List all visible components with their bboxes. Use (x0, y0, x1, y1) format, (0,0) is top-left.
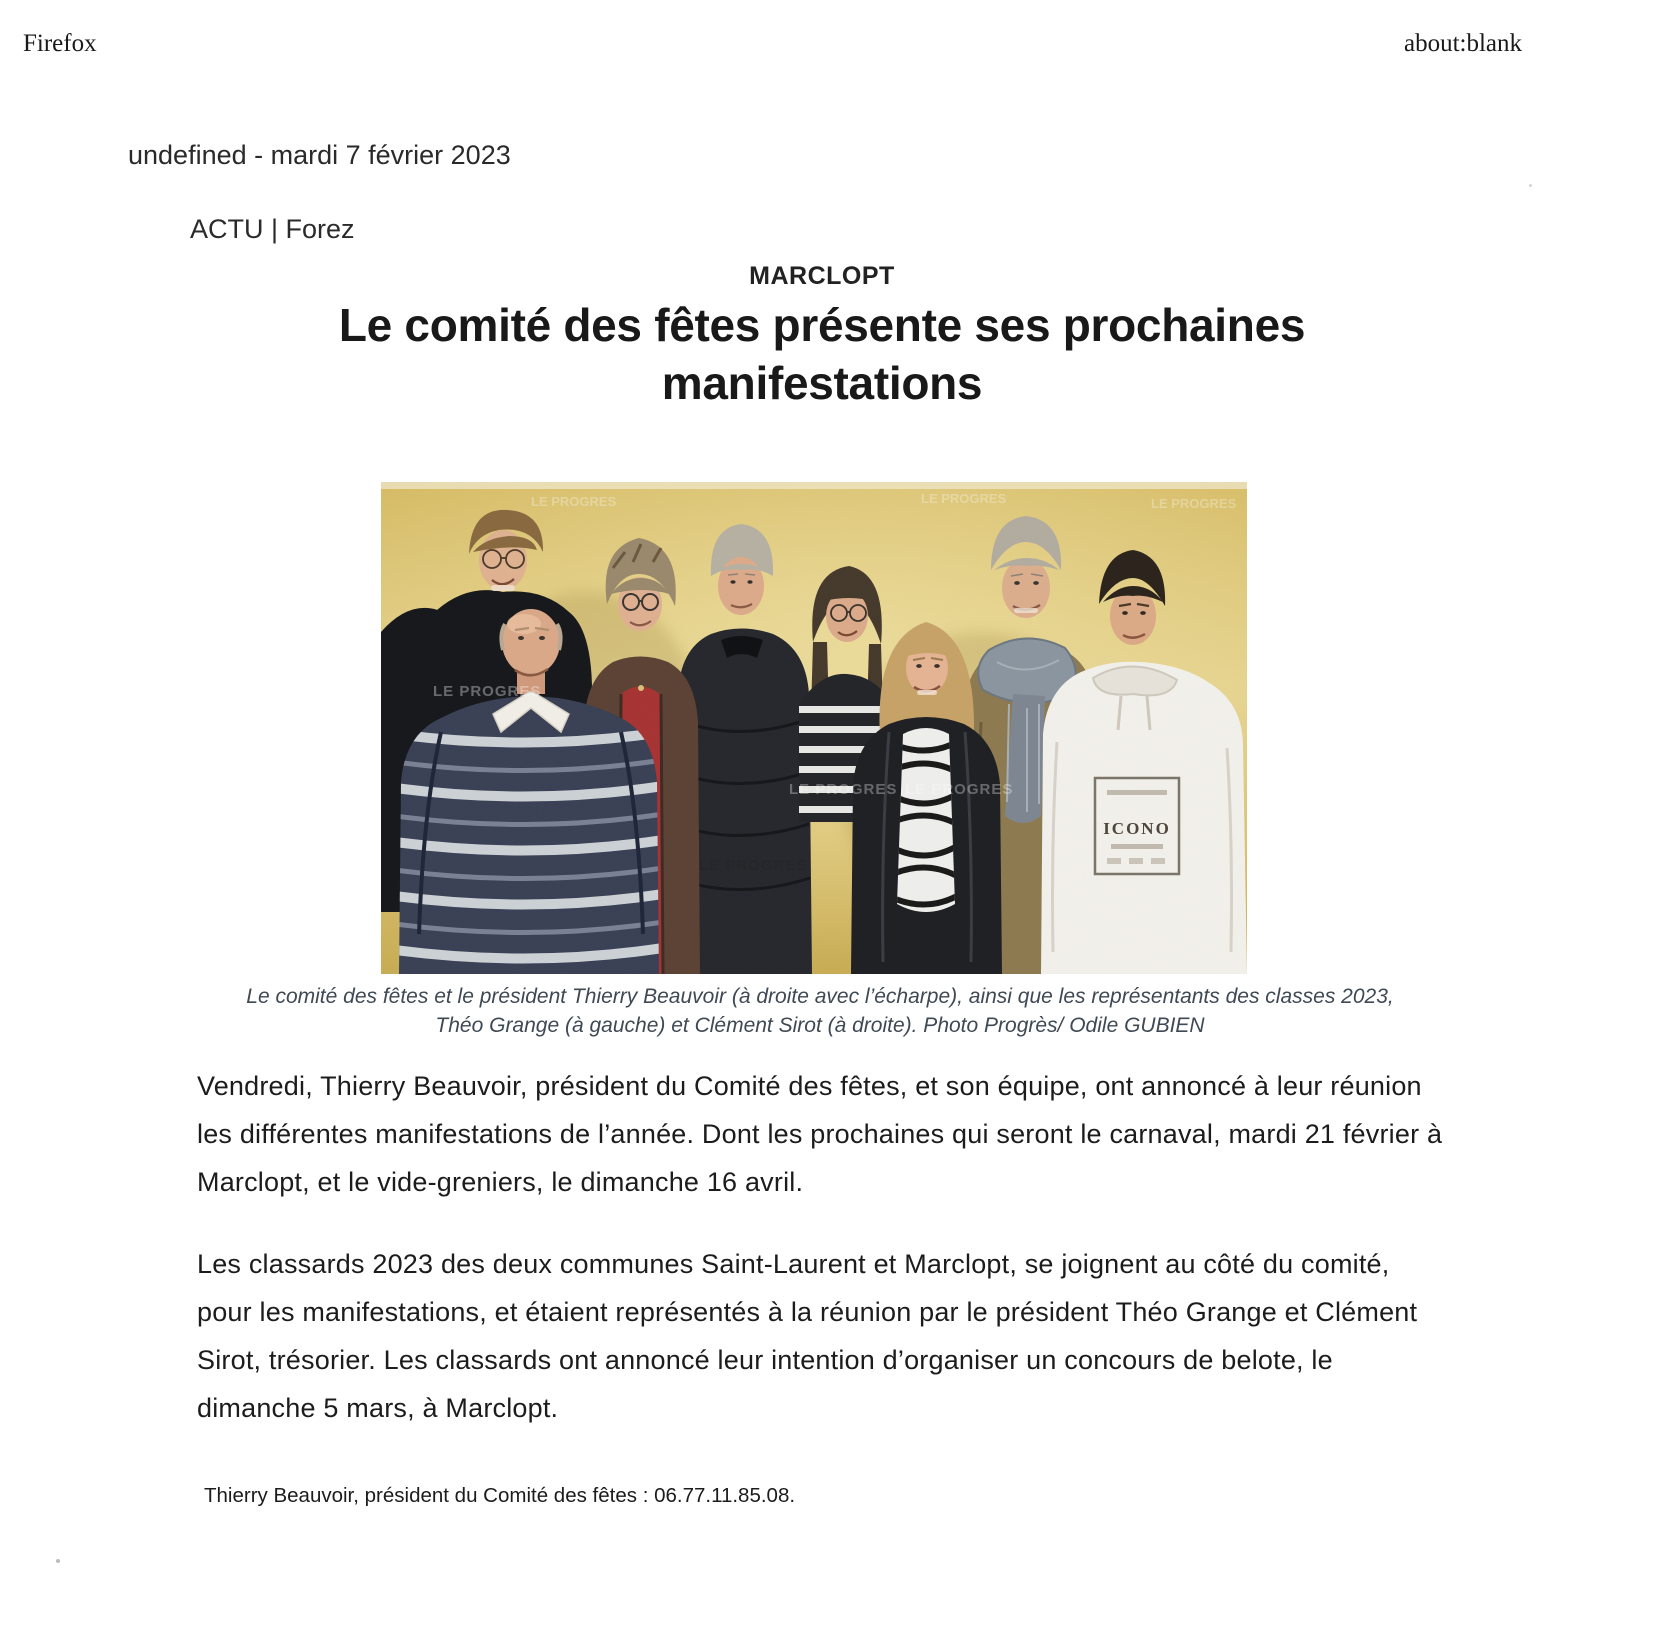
article-body (197, 1062, 1447, 1466)
article-dateline: undefined - mardi 7 février 2023 (128, 140, 511, 170)
scan-speck (56, 1559, 60, 1563)
photo-caption-line-1: Le comité des fêtes et le président Thierry Beauvoir (à droite avec l’écharpe), ainsi que les représentants des classes 2023, (246, 985, 1394, 1008)
photo-caption-line-2: Théo Grange (à gauche) et Clément Sirot (à droite). Photo Progrès/ Odile GUBIEN (435, 1014, 1205, 1037)
scan-speck (1529, 184, 1532, 187)
print-header-url: about:blank (1403, 30, 1522, 57)
article-headline: Le comité des fêtes présente ses prochaines manifestations (338, 299, 1306, 409)
article-kicker: MARCLOPT (749, 262, 895, 290)
photo-caption (160, 982, 1480, 1040)
article-paragraph: Les classards 2023 des deux communes Saint-Laurent et Marclopt, se joignent au côté du comité, pour les manifestations, et étaient représentés à la réunion par le président Théo Grange et Clément Sirot, trésorier. Les classards ont annoncé leur intention d’organiser un concours de belote, le dimanche 5 mars, à Marclopt. (197, 1249, 1418, 1423)
article-photo (381, 482, 1247, 974)
breadcrumb: ACTU | Forez (190, 214, 355, 244)
photo-grain-overlay (381, 482, 1247, 974)
group-photo-illustration (381, 482, 1247, 974)
contact-line: Thierry Beauvoir, président du Comité des fêtes : 06.77.11.85.08. (204, 1484, 796, 1507)
print-header-app-name: Firefox (23, 30, 97, 57)
article-paragraph: Vendredi, Thierry Beauvoir, président du Comité des fêtes, et son équipe, ont annoncé à leur réunion les différentes manifestations de l’année. Dont les prochaines qui seront le carnaval, mardi 21 février à Marclopt, et le vide-greniers, le dimanche 16 avril. (197, 1071, 1443, 1197)
